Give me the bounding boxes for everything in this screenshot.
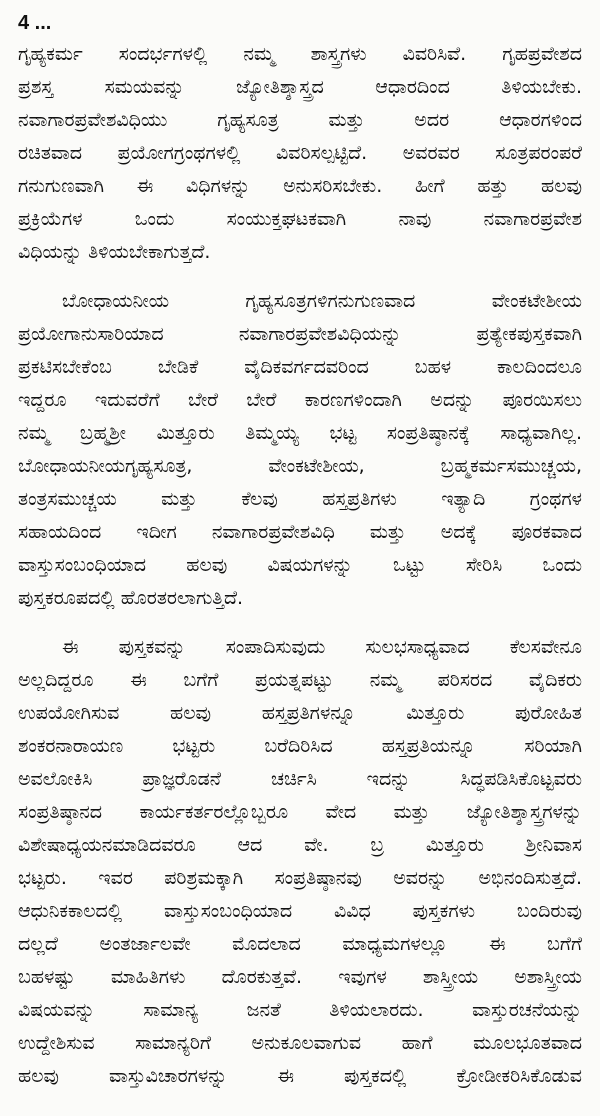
text-line: ನಮ್ಮ ಬ್ರಹ್ಮಶ್ರೀ ಮಿತ್ತೂರು ತಿಮ್ಮಯ್ಯ ಭಟ್ಟ ಸಂಪ್ರತಿಷ್ಠಾನಕ್ಕೆ ಸಾಧ್ಯವಾಗಿಲ್ಲ. [18,422,582,444]
text-line: ನವಾಗಾರಪ್ರವೇಶವಿಧಿಯು ಗೃಹ್ಯಸೂತ್ರ ಮತ್ತು ಅದರ ಆಧಾರಗಳಿಂದ [18,109,582,131]
text-line: ಗನುಗುಣವಾಗಿ ಈ ವಿಧಿಗಳನ್ನು ಅನುಸರಿಸಬೇಕು. ಹೀಗೆ ಹತ್ತು ಹಲವು [18,175,582,197]
document-body [18,38,582,1109]
text-line: ಅವಲೋಕಿಸಿ ಪ್ರಾಜ್ಞರೊಡನೆ ಚರ್ಚಿಸಿ ಇದನ್ನು ಸಿದ್ಧಪಡಿಸಿಕೊಟ್ಟವರು [18,768,582,790]
paragraph [18,631,582,1093]
text-line: ಪ್ರಯೋಗಾನುಸಾರಿಯಾದ ನವಾಗಾರಪ್ರವೇಶವಿಧಿಯನ್ನು ಪ್ರತ್ಯೇಕಪುಸ್ತಕವಾಗಿ [18,323,582,345]
text-line: ಪ್ರಕಟಿಸಬೇಕೆಂಬ ಬೇಡಿಕೆ ವೈದಿಕವರ್ಗದವರಿಂದ ಬಹಳ ಕಾಲದಿಂದಲೂ [18,356,582,378]
text-line: ಪ್ರಶಸ್ತ ಸಮಯವನ್ನು ಜ್ಯೋತಿಶ್ಶಾಸ್ತ್ರದ ಆಧಾರದಿಂದ ತಿಳಿಯಬೇಕು. [18,76,582,98]
text-line: ಈ ಪುಸ್ತಕವನ್ನು ಸಂಪಾದಿಸುವುದು ಸುಲಭಸಾಧ್ಯವಾದ ಕೆಲಸವೇನೂ [62,636,582,658]
text-line: ಉಪಯೋಗಿಸುವ ಹಲವು ಹಸ್ತಪ್ರತಿಗಳನ್ನೂ ಮಿತ್ತೂರು ಪುರೋಹಿತ [18,702,582,724]
text-line: ಭಟ್ಟರು. ಇವರ ಪರಿಶ್ರಮಕ್ಕಾಗಿ ಸಂಪ್ರತಿಷ್ಠಾನವು ಅವರನ್ನು ಅಭಿನಂದಿಸುತ್ತದೆ. [18,867,582,889]
paragraph [18,38,582,269]
text-line: ಸಂಪ್ರತಿಷ್ಠಾನದ ಕಾರ್ಯಕರ್ತರಲ್ಲೊಬ್ಬರೂ ವೇದ ಮತ್ತು ಜ್ಯೋತಿಶ್ಶಾಸ್ತ್ರಗಳನ್ನು [18,801,582,823]
text-line: ವಿಷಯವನ್ನು ಸಾಮಾನ್ಯ ಜನತೆ ತಿಳಿಯಲಾರದು. ವಾಸ್ತುರಚನೆಯನ್ನು [18,999,582,1021]
text-line: ತಂತ್ರಸಮುಚ್ಚಯ ಮತ್ತು ಕೆಲವು ಹಸ್ತಪ್ರತಿಗಳು ಇತ್ಯಾದಿ ಗ್ರಂಥಗಳ [18,488,582,510]
text-line: ರಚಿತವಾದ ಪ್ರಯೋಗಗ್ರಂಥಗಳಲ್ಲಿ ವಿವರಿಸಲ್ಪಟ್ಟಿದೆ. ಅವರವರ ಸೂತ್ರಪರಂಪರೆ [18,142,582,164]
text-line: ವಿಧಿಯನ್ನು ತಿಳಿಯಬೇಕಾಗುತ್ತದೆ. [18,241,211,263]
text-line: ಹಲವು ವಾಸ್ತುವಿಚಾರಗಳನ್ನು ಈ ಪುಸ್ತಕದಲ್ಲಿ ಕ್ರೋಡೀಕರಿಸಿಕೊಡುವ [18,1065,582,1087]
page-number-header: 4 ... [18,12,52,34]
text-line: ಅಲ್ಲದಿದ್ದರೂ ಈ ಬಗೆಗೆ ಪ್ರಯತ್ನಪಟ್ಟು ನಮ್ಮ ಪರಿಸರದ ವೈದಿಕರು [18,669,582,691]
text-line: ಶಂಕರನಾರಾಯಣ ಭಟ್ಟರು ಬರೆದಿರಿಸಿದ ಹಸ್ತಪ್ರತಿಯನ್ನೂ ಸರಿಯಾಗಿ [18,735,582,757]
paragraph [18,285,582,615]
text-line: ಬೋಧಾಯನೀಯ ಗೃಹ್ಯಸೂತ್ರಗಳಿಗನುಗುಣವಾದ ವೇಂಕಟೇಶೀಯ [62,290,582,312]
text-line: ಪ್ರಕ್ರಿಯೆಗಳ ಒಂದು ಸಂಯುಕ್ತಘಟಕವಾಗಿ ನಾವು ನವಾಗಾರಪ್ರವೇಶ [18,208,582,230]
text-line: ಆಧುನಿಕಕಾಲದಲ್ಲಿ ವಾಸ್ತುಸಂಬಂಧಿಯಾದ ವಿವಿಧ ಪುಸ್ತಕಗಳು ಬಂದಿರುವು [18,900,582,922]
text-line: ಉದ್ದೇಶಿಸುವ ಸಾಮಾನ್ಯರಿಗೆ ಅನುಕೂಲವಾಗುವ ಹಾಗೆ ಮೂಲಭೂತವಾದ [18,1032,582,1054]
text-line: ದಲ್ಲದೆ ಅಂತರ್ಜಾಲವೇ ಮೊದಲಾದ ಮಾಧ್ಯಮಗಳಲ್ಲೂ ಈ ಬಗೆಗೆ [18,933,582,955]
text-line: ಬೋಧಾಯನೀಯಗೃಹ್ಯಸೂತ್ರ, ವೇಂಕಟೇಶೀಯ, ಬ್ರಹ್ಮಕರ್ಮಸಮುಚ್ಚಯ, [18,455,582,477]
text-line: ವಿಶೇಷಾಧ್ಯಯನಮಾಡಿದವರೂ ಆದ ವೇ. ಬ್ರ ಮಿತ್ತೂರು ಶ್ರೀನಿವಾಸ [18,834,582,856]
text-line: ಗೃಹ್ಯಕರ್ಮ ಸಂದರ್ಭಗಳಲ್ಲಿ ನಮ್ಮ ಶಾಸ್ತ್ರಗಳು ವಿವರಿಸಿವೆ. ಗೃಹಪ್ರವೇಶದ [18,43,582,65]
text-line: ಸಹಾಯದಿಂದ ಇದೀಗ ನವಾಗಾರಪ್ರವೇಶವಿಧಿ ಮತ್ತು ಅದಕ್ಕೆ ಪೂರಕವಾದ [18,521,582,543]
text-line: ಬಹಳಷ್ಟು ಮಾಹಿತಿಗಳು ದೊರಕುತ್ತವೆ. ಇವುಗಳ ಶಾಸ್ತ್ರೀಯ ಅಶಾಸ್ತ್ರೀಯ [18,966,582,988]
text-line: ಪುಸ್ತಕರೂಪದಲ್ಲಿ ಹೊರತರಲಾಗುತ್ತಿದೆ. [18,587,244,609]
text-line: ಇದ್ದರೂ ಇದುವರೆಗೆ ಬೇರೆ ಬೇರೆ ಕಾರಣಗಳಿಂದಾಗಿ ಅದನ್ನು ಪೂರಯಿಸಲು [18,389,582,411]
text-line: ವಾಸ್ತುಸಂಬಂಧಿಯಾದ ಹಲವು ವಿಷಯಗಳನ್ನು ಒಟ್ಟು ಸೇರಿಸಿ ಒಂದು [18,554,582,576]
